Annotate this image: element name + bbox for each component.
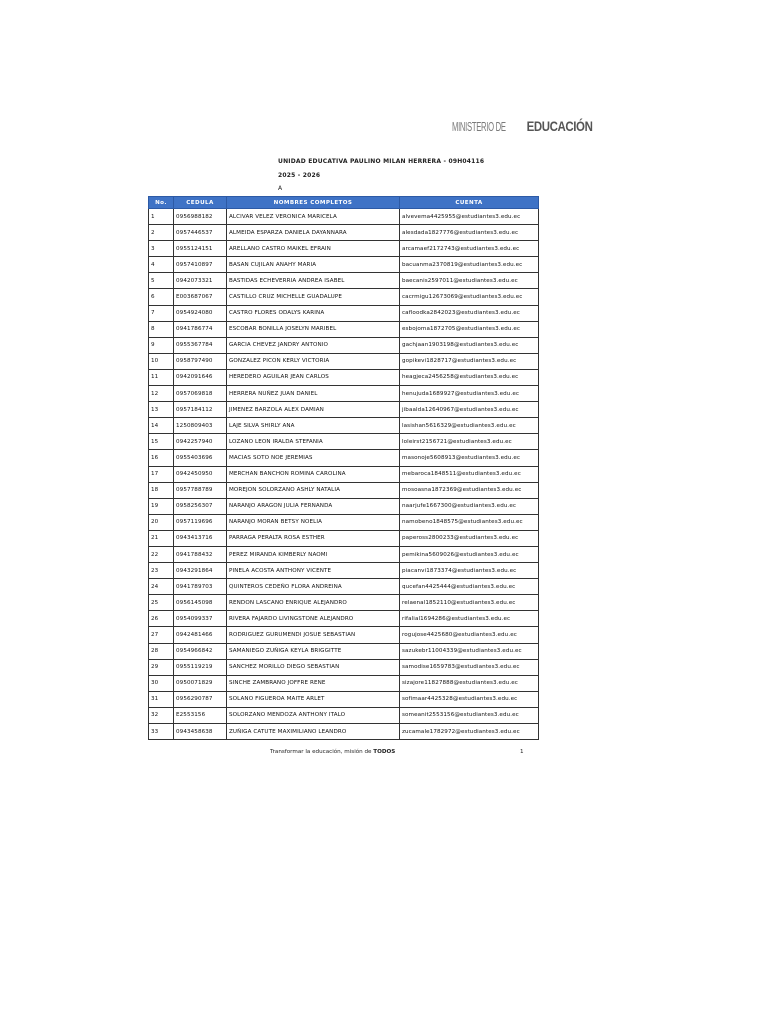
account-email-cell: sizajore11827888@estudiantes3.edu.ec — [400, 675, 539, 691]
table-row — [149, 225, 539, 241]
table-row — [149, 691, 539, 707]
account-email-cell: baecanis2597011@estudiantes3.edu.ec — [400, 273, 539, 289]
cedula-cell: E003687067 — [174, 289, 227, 305]
table-row — [149, 369, 539, 385]
row-number: 21 — [149, 530, 174, 546]
cedula-cell: 0942073321 — [174, 273, 227, 289]
row-number: 14 — [149, 418, 174, 434]
student-roster-table — [148, 196, 539, 740]
account-email-cell: cacrmigu12673069@estudiantes3.edu.ec — [400, 289, 539, 305]
full-name-cell: PINELA ACOSTA ANTHONY VICENTE — [227, 563, 400, 579]
full-name-cell: LAJE SILVA SHIRLY ANA — [227, 418, 400, 434]
full-name-cell: GONZALEZ PICON KERLY VICTORIA — [227, 353, 400, 369]
table-row — [149, 611, 539, 627]
cedula-cell: 0955403696 — [174, 450, 227, 466]
table-row — [149, 514, 539, 530]
table-row — [149, 386, 539, 402]
row-number: 12 — [149, 386, 174, 402]
account-email-cell: naarjufe1667300@estudiantes3.edu.ec — [400, 498, 539, 514]
row-number: 22 — [149, 546, 174, 562]
full-name-cell: SAMANIEGO ZUÑIGA KEYLA BRIGGITTE — [227, 643, 400, 659]
full-name-cell: MACIAS SOTO NOE JEREMIAS — [227, 450, 400, 466]
cedula-cell: 0955124151 — [174, 241, 227, 257]
school-name: UNIDAD EDUCATIVA PAULINO MILAN HERRERA - 09H04116 — [278, 158, 485, 165]
cedula-cell: 0956145098 — [174, 595, 227, 611]
table-row — [149, 305, 539, 321]
table-row — [149, 579, 539, 595]
full-name-cell: CASTILLO CRUZ MICHELLE GUADALUPE — [227, 289, 400, 305]
ministry-logo — [452, 108, 593, 148]
cedula-cell: 0957184112 — [174, 402, 227, 418]
full-name-cell: NARANJO ARAGON JULIA FERNANDA — [227, 498, 400, 514]
table-row — [149, 482, 539, 498]
cedula-cell: E2553156 — [174, 707, 227, 723]
cedula-cell: 0958797490 — [174, 353, 227, 369]
cedula-cell: 0942257940 — [174, 434, 227, 450]
full-name-cell: PEREZ MIRANDA KIMBERLY NAOMI — [227, 546, 400, 562]
cedula-cell: 0954966842 — [174, 643, 227, 659]
table-row — [149, 353, 539, 369]
cedula-cell: 0950071829 — [174, 675, 227, 691]
full-name-cell: ESCOBAR BONILLA JOSELYN MARIBEL — [227, 321, 400, 337]
cedula-cell: 0958256307 — [174, 498, 227, 514]
full-name-cell: HEREDERO AGUILAR JEAN CARLOS — [227, 369, 400, 385]
column-header-cedula: CEDULA — [174, 197, 227, 209]
account-email-cell: zucamale1782972@estudiantes3.edu.ec — [400, 724, 539, 740]
full-name-cell: RODRIGUEZ GURUMENDI JOSUE SEBASTIAN — [227, 627, 400, 643]
account-email-cell: alesdada1827776@estudiantes3.edu.ec — [400, 225, 539, 241]
account-email-cell: henujuda1689927@estudiantes3.edu.ec — [400, 386, 539, 402]
account-email-cell: lasishan5616329@estudiantes3.edu.ec — [400, 418, 539, 434]
row-number: 9 — [149, 337, 174, 353]
full-name-cell: ALMEIDA ESPARZA DANIELA DAYANNARA — [227, 225, 400, 241]
full-name-cell: SOLORZANO MENDOZA ANTHONY ITALO — [227, 707, 400, 723]
row-number: 17 — [149, 466, 174, 482]
account-email-cell: papeross2800233@estudiantes3.edu.ec — [400, 530, 539, 546]
cedula-cell: 0943413716 — [174, 530, 227, 546]
table-row — [149, 257, 539, 273]
account-email-cell: masonoje5608913@estudiantes3.edu.ec — [400, 450, 539, 466]
row-number: 3 — [149, 241, 174, 257]
full-name-cell: MERCHAN BANCHON ROMINA CAROLINA — [227, 466, 400, 482]
row-number: 15 — [149, 434, 174, 450]
row-number: 16 — [149, 450, 174, 466]
cedula-cell: 0943291864 — [174, 563, 227, 579]
footer-slogan-bold: TODOS — [373, 749, 396, 755]
full-name-cell: SINCHE ZAMBRANO JOFFRE RENE — [227, 675, 400, 691]
account-email-cell: samodise1659783@estudiantes3.edu.ec — [400, 659, 539, 675]
full-name-cell: RENDON LASCANO ENRIQUE ALEJANDRO — [227, 595, 400, 611]
logo-text-ministerio: MINISTERIO DE — [452, 119, 506, 134]
account-email-cell: pemikina5609026@estudiantes3.edu.ec — [400, 546, 539, 562]
full-name-cell: GARCIA CHEVEZ JANDRY ANTONIO — [227, 337, 400, 353]
account-email-cell: mebaroca1848511@estudiantes3.edu.ec — [400, 466, 539, 482]
table-row — [149, 707, 539, 723]
full-name-cell: MOREJON SOLORZANO ASHLY NATALIA — [227, 482, 400, 498]
cedula-cell: 1250809403 — [174, 418, 227, 434]
cedula-cell: 0942091646 — [174, 369, 227, 385]
account-email-cell: loleirst2156721@estudiantes3.edu.ec — [400, 434, 539, 450]
table-row — [149, 209, 539, 225]
full-name-cell: HERRERA NUÑEZ JUAN DANIEL — [227, 386, 400, 402]
table-row — [149, 675, 539, 691]
cedula-cell: 0954924080 — [174, 305, 227, 321]
account-email-cell: rifalial1694286@estudiantes3.edu.ec — [400, 611, 539, 627]
row-number: 25 — [149, 595, 174, 611]
row-number: 4 — [149, 257, 174, 273]
table-body — [149, 209, 539, 740]
account-email-cell: alvevema4425955@estudiantes3.edu.ec — [400, 209, 539, 225]
table-row — [149, 434, 539, 450]
row-number: 23 — [149, 563, 174, 579]
row-number: 11 — [149, 369, 174, 385]
account-email-cell: namobeno1848575@estudiantes3.edu.ec — [400, 514, 539, 530]
cedula-cell: 0954099337 — [174, 611, 227, 627]
table-row — [149, 273, 539, 289]
account-email-cell: bacuanma2370819@estudiantes3.edu.ec — [400, 257, 539, 273]
full-name-cell: ZUÑIGA CATUTE MAXIMILIANO LEANDRO — [227, 724, 400, 740]
row-number: 8 — [149, 321, 174, 337]
account-email-cell: qucefan4425444@estudiantes3.edu.ec — [400, 579, 539, 595]
row-number: 29 — [149, 659, 174, 675]
full-name-cell: RIVERA FAJARDO LIVINGSTONE ALEJANDRO — [227, 611, 400, 627]
row-number: 13 — [149, 402, 174, 418]
account-email-cell: rogujose4425680@estudiantes3.edu.ec — [400, 627, 539, 643]
full-name-cell: ARELLANO CASTRO MAIKEL EFRAIN — [227, 241, 400, 257]
row-number: 10 — [149, 353, 174, 369]
row-number: 7 — [149, 305, 174, 321]
row-number: 26 — [149, 611, 174, 627]
full-name-cell: ALCIVAR VELEZ VERONICA MARICELA — [227, 209, 400, 225]
table-row — [149, 595, 539, 611]
table-row — [149, 337, 539, 353]
footer-slogan-text: Transformar la educación, misión de — [270, 749, 374, 755]
table-row — [149, 402, 539, 418]
row-number: 24 — [149, 579, 174, 595]
table-row — [149, 643, 539, 659]
cedula-cell: 0957069818 — [174, 386, 227, 402]
account-email-cell: gopikevi1828717@estudiantes3.edu.ec — [400, 353, 539, 369]
row-number: 31 — [149, 691, 174, 707]
row-number: 30 — [149, 675, 174, 691]
row-number: 32 — [149, 707, 174, 723]
account-email-cell: gachjaan1903198@estudiantes3.edu.ec — [400, 337, 539, 353]
full-name-cell: QUINTEROS CEDEÑO FLORA ANDREINA — [227, 579, 400, 595]
account-email-cell: heagjeca2456258@estudiantes3.edu.ec — [400, 369, 539, 385]
cedula-cell: 0941788432 — [174, 546, 227, 562]
row-number: 2 — [149, 225, 174, 241]
full-name-cell: BASAN CUJILAN ANAHY MARIA — [227, 257, 400, 273]
cedula-cell: 0957410897 — [174, 257, 227, 273]
table-row — [149, 546, 539, 562]
cedula-cell: 0957119696 — [174, 514, 227, 530]
account-email-cell: jibaalda12640967@estudiantes3.edu.ec — [400, 402, 539, 418]
cedula-cell: 0955367784 — [174, 337, 227, 353]
cedula-cell: 0957446537 — [174, 225, 227, 241]
row-number: 18 — [149, 482, 174, 498]
table-row — [149, 627, 539, 643]
full-name-cell: NARANJO MORAN BETSY NOELIA — [227, 514, 400, 530]
column-header-number: No. — [149, 197, 174, 209]
column-header-names: NOMBRES COMPLETOS — [227, 197, 400, 209]
full-name-cell: JIMENEZ BARZOLA ALEX DAMIAN — [227, 402, 400, 418]
row-number: 19 — [149, 498, 174, 514]
table-row — [149, 241, 539, 257]
cedula-cell: 0955119219 — [174, 659, 227, 675]
section-letter: A — [278, 185, 283, 192]
account-email-cell: mosoasna1872369@estudiantes3.edu.ec — [400, 482, 539, 498]
cedula-cell: 0956290787 — [174, 691, 227, 707]
row-number: 20 — [149, 514, 174, 530]
cedula-cell: 0942450950 — [174, 466, 227, 482]
cedula-cell: 0956988182 — [174, 209, 227, 225]
table-row — [149, 724, 539, 740]
account-email-cell: cafloodka2842023@estudiantes3.edu.ec — [400, 305, 539, 321]
school-period: 2025 - 2026 — [278, 172, 321, 179]
table-row — [149, 418, 539, 434]
full-name-cell: CASTRO FLORES ODALYS KARINA — [227, 305, 400, 321]
cedula-cell: 0941786774 — [174, 321, 227, 337]
account-email-cell: someanit2553156@estudiantes3.edu.ec — [400, 707, 539, 723]
account-email-cell: esbojoma1872705@estudiantes3.edu.ec — [400, 321, 539, 337]
full-name-cell: BASTIDAS ECHEVERRIA ANDREA ISABEL — [227, 273, 400, 289]
full-name-cell: PARRAGA PERALTA ROSA ESTHER — [227, 530, 400, 546]
table-row — [149, 466, 539, 482]
row-number: 1 — [149, 209, 174, 225]
row-number: 27 — [149, 627, 174, 643]
cedula-cell: 0957788789 — [174, 482, 227, 498]
row-number: 28 — [149, 643, 174, 659]
table-row — [149, 563, 539, 579]
logo-text-educacion: EDUCACIÓN — [526, 118, 593, 134]
full-name-cell: LOZANO LEON IRALDA STEFANIA — [227, 434, 400, 450]
full-name-cell: SOLANO FIGUEROA MAITE ARLET — [227, 691, 400, 707]
account-email-cell: relaenal1852110@estudiantes3.edu.ec — [400, 595, 539, 611]
full-name-cell: SANCHEZ MORILLO DIEGO SEBASTIAN — [227, 659, 400, 675]
table-row — [149, 530, 539, 546]
cedula-cell: 0941789703 — [174, 579, 227, 595]
table-header-row — [149, 197, 539, 209]
column-header-account: CUENTA — [400, 197, 539, 209]
table-row — [149, 321, 539, 337]
account-email-cell: arcamaef2172743@estudiantes3.edu.ec — [400, 241, 539, 257]
account-email-cell: sofimaar4425328@estudiantes3.edu.ec — [400, 691, 539, 707]
table-row — [149, 659, 539, 675]
row-number: 6 — [149, 289, 174, 305]
account-email-cell: sazukebr11004339@estudiantes3.edu.ec — [400, 643, 539, 659]
row-number: 5 — [149, 273, 174, 289]
table-row — [149, 450, 539, 466]
cedula-cell: 0943458638 — [174, 724, 227, 740]
footer-slogan — [270, 749, 395, 755]
row-number: 33 — [149, 724, 174, 740]
table-row — [149, 289, 539, 305]
cedula-cell: 0942481466 — [174, 627, 227, 643]
table-row — [149, 498, 539, 514]
account-email-cell: piacanvi1873374@estudiantes3.edu.ec — [400, 563, 539, 579]
page-number: 1 — [520, 749, 524, 755]
